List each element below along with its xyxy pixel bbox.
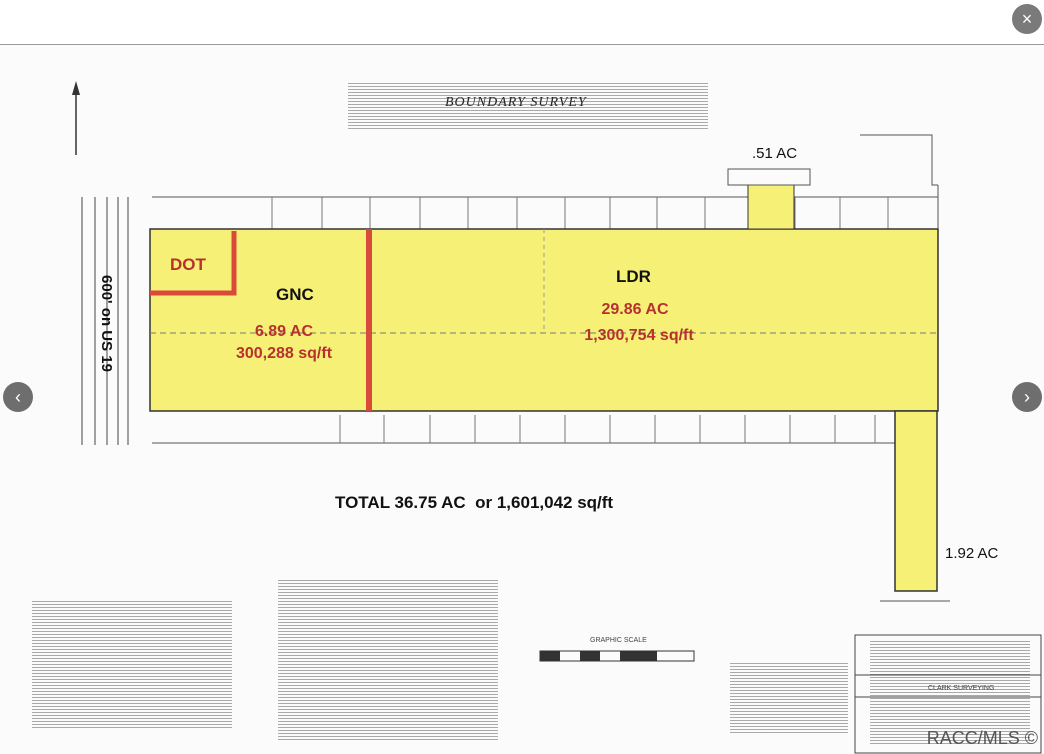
ldr-area-sqft: 1,300,754 sq/ft: [584, 327, 694, 344]
gnc-area-ac: 6.89 AC: [254, 323, 314, 340]
surveyor-label: CLARK SURVEYING: [928, 685, 995, 692]
chevron-right-icon: ›: [1024, 386, 1030, 407]
dot-label: DOT: [170, 255, 206, 274]
gnc-label: GNC: [276, 285, 314, 304]
strip-parcel-label: 1.92 AC: [945, 545, 999, 562]
legal-description-text: [348, 83, 708, 131]
frontage-label: 600' on US 19: [97, 275, 115, 372]
small-parcel: [748, 185, 794, 229]
close-button[interactable]: [1012, 4, 1042, 34]
legend-text: [32, 601, 232, 729]
certification-text: [730, 663, 848, 733]
close-icon: ×: [1021, 8, 1033, 29]
chevron-left-icon: ‹: [15, 386, 21, 407]
previous-image-button[interactable]: [3, 382, 33, 412]
small-parcel-label: .51 AC: [752, 145, 798, 162]
strip-parcel: [895, 411, 937, 591]
survey-image: [0, 44, 1044, 754]
gnc-area-sqft: 300,288 sq/ft: [235, 345, 333, 362]
next-image-button[interactable]: [1012, 382, 1042, 412]
ldr-area-ac: 29.86 AC: [601, 301, 669, 318]
survey-title: BOUNDARY SURVEY: [445, 95, 587, 110]
notes-text: [278, 580, 498, 740]
graphic-scale-label: GRAPHIC SCALE: [590, 637, 647, 644]
watermark: RACC/MLS ©: [926, 728, 1038, 748]
ldr-label: LDR: [616, 267, 651, 286]
total-label: TOTAL 36.75 AC or 1,601,042 sq/ft: [335, 493, 614, 512]
